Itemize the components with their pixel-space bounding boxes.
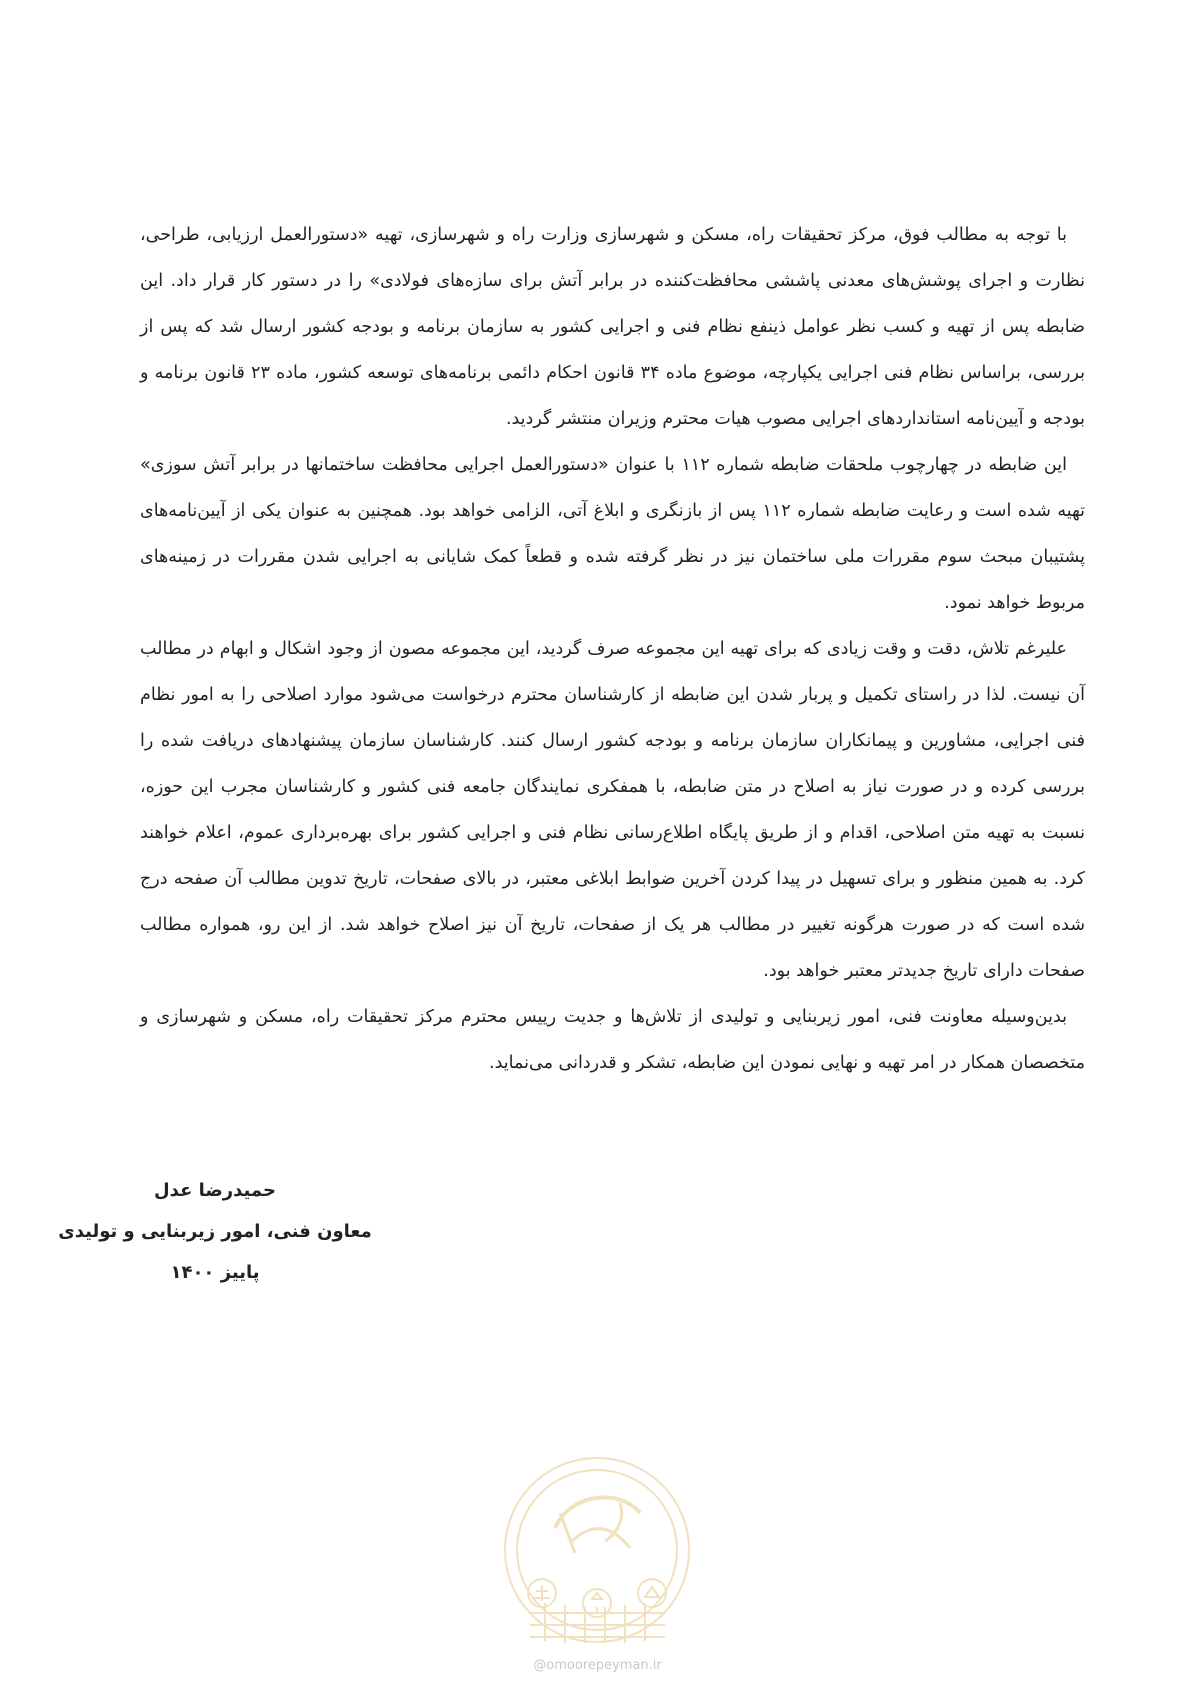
signature-date: پاییز ۱۴۰۰ — [170, 1262, 260, 1283]
body-text — [140, 212, 1085, 1086]
paragraph-1: با توجه به مطالب فوق، مرکز تحقیقات راه، مسکن و شهرسازی وزارت راه و شهرسازی، تهیه «دستورالعمل ارزیابی، طراحی، نظارت و اجرای پوشش‌های معدنی پاششی محافظت‌کننده در برابر آتش برای سازه‌های فولادی» را در دستور کار قرار داد. این ضابطه پس از تهیه و کسب نظر عوامل ذینفع نظام فنی و اجرایی کشور به سازمان برنامه و بودجه کشور ارسال شد که پس از بررسی، براساس نظام فنی اجرایی یکپارچه، موضوع ماده ۳۴ قانون احکام دائمی برنامه‌های توسعه کشور، ماده ۲۳ قانون برنامه و بودجه و آیین‌نامه استانداردهای اجرایی مصوب هیات محترم وزیران منتشر گردید. — [140, 225, 1085, 429]
paragraph-3: علیرغم تلاش، دقت و وقت زیادی که برای تهیه این مجموعه صرف گردید، این مجموعه مصون از وجود اشکال و ابهام در مطالب آن نیست. لذا در راستای تکمیل و پربار شدن این ضابطه از کارشناسان محترم درخواست می‌شود موارد اصلاحی را به امور نظام فنی اجرایی، مشاورین و پیمانکاران سازمان برنامه و بودجه کشور ارسال کنند. کارشناسان سازمان پیشنهادهای دریافت شده را بررسی کرده و در صورت نیاز به اصلاح در متن ضابطه، با همفکری نمایندگان جامعه فنی کشور و کارشناسان مجرب این حوزه، نسبت به تهیه متن اصلاحی، اقدام و از طریق پایگاه اطلاع‌رسانی نظام فنی و اجرایی کشور برای بهره‌برداری عموم، اعلام خواهند کرد. به همین منظور و برای تسهیل در پیدا کردن آخرین ضوابط ابلاغی معتبر، در بالای صفحات، تاریخ تدوین مطالب آن صفحه درج شده است که در صورت هرگونه تغییر در مطالب هر یک از صفحات، تاریخ آن نیز اصلاح خواهد شد. از این رو، همواره مطالب صفحات دارای تاریخ جدیدتر معتبر خواهد بود. — [140, 639, 1085, 981]
watermark-logo-icon — [500, 1453, 695, 1693]
signatory-name: حمیدرضا عدل — [154, 1180, 276, 1201]
signatory-title: معاون فنی، امور زیربنایی و تولیدی — [58, 1221, 372, 1242]
signature-block — [0, 1170, 430, 1293]
paragraph-4: بدین‌وسیله معاونت فنی، امور زیربنایی و تولیدی از تلاش‌ها و جدیت رییس محترم مرکز تحقیقات راه، مسکن و شهرسازی و متخصصان همکار در امر تهیه و نهایی نمودن این ضابطه، تشکر و قدردانی می‌نماید. — [140, 1007, 1085, 1073]
paragraph-2: این ضابطه در چهارچوب ملحقات ضابطه شماره ۱۱۲ با عنوان «دستورالعمل اجرایی محافظت ساختمانها در برابر آتش سوزی» تهیه شده است و رعایت ضابطه شماره ۱۱۲ پس از بازنگری و ابلاغ آتی، الزامی خواهد بود. همچنین به عنوان یکی از آیین‌نامه‌های پشتیبان مبحث سوم مقررات ملی ساختمان نیز در نظر گرفته شده و قطعاً کمک شایانی به اجرایی شدن مقررات در زمینه‌های مربوط خواهد نمود. — [140, 455, 1086, 613]
watermark-url: @omoorepeyman.ir — [533, 1658, 662, 1673]
